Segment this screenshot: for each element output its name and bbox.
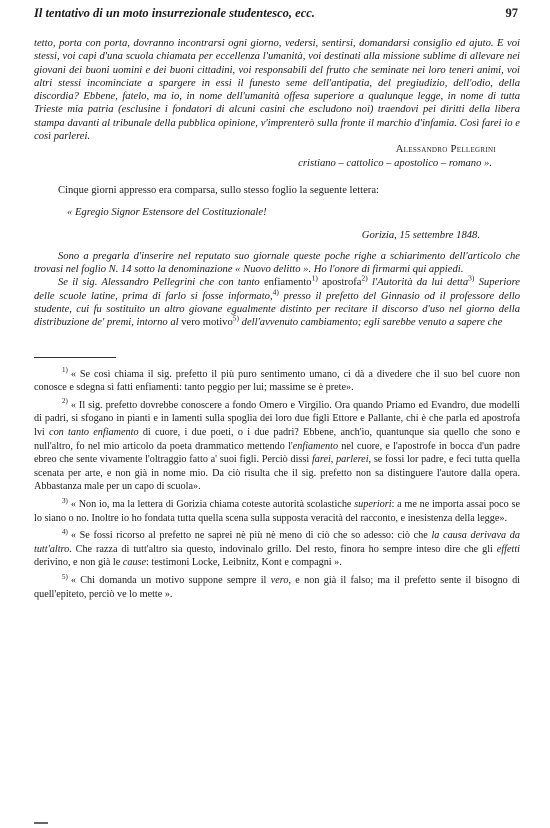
- text-run: enfiamento: [292, 440, 339, 452]
- footnote-number: 3): [62, 496, 68, 505]
- text-run: nel cuore, e l'apostrofe in bocca d'un padre ebreo che sente vivamente l'oltraggio fatto a' suoi figli. Perciò dissi: [34, 440, 520, 466]
- text-run: presso il prefetto del Ginnasio od il professore dello studente, cui fu sostituito un altro giovane egualmente distinto per recitare il discorso d'uso nel giorno della distribuzione de' premi, intorno al: [34, 290, 520, 329]
- footnote-4: [34, 529, 520, 570]
- text-run: vero motivo: [181, 317, 233, 329]
- text-run: : testimoni Locke, Leibnitz, Kont e compagni ».: [146, 557, 342, 569]
- text-run: , se fossi lor padre, e feci tutta quella scenata per arte, e non già in nome mio. Da ciò risulta che il sig. prefetto non sa distinguere l'autore dalla opera. Abbastanza male per un capo di scuola».: [34, 454, 520, 493]
- letter1-signature-role: cristiano – cattolico – apostolico – romano ».: [298, 157, 492, 169]
- text-run: Se il sig. Alessandro Pellegrini che con tanto: [58, 277, 264, 289]
- footnote-ref-5[interactable]: 5): [232, 313, 239, 323]
- text-run: derivino, e non già le: [34, 557, 123, 569]
- footnote-number: 1): [62, 366, 68, 375]
- page-number: 97: [505, 6, 518, 20]
- text-run: di cuore, i due poeti, o i due padri? Ebbene, anch'io, quantunque sia quello che sono e null'altro, fo nel mio articolo da poeta drammatico mettendo l': [34, 427, 520, 452]
- main-text: [34, 37, 520, 330]
- footnote-3: [34, 498, 520, 525]
- letter1-paragraph: tetto, porta con porta, dovranno incontrarsi ogni giorno, vedersi, sentirsi, domandarsi consiglio ed ajuto. E voi stessi, voi capi d'una scuola chiamata per eccellenza l'umanità, voi destinati alla missione sublime di allevare nei giovani dei buoni uomini e dei buoni cittadini, voi responsabili del frutto che seminate nei loro teneri animi, voi altri stessi incominciate a spargere in essi il funesto seme dell'antipatia, del pregiudizio, dell'odio, della discordia? Ebbene, fatelo, ma io, in nome dell'umanità offesa superiore a qualunque legge, in nome di tutta Trieste mia patria (esclusine i fondatori di alcuni casini che escludono noi) traendovi pei diritti della libera stampa davanti al tribunale della pubblica opinione, v'imprenterò sulla fronte il marchio d'infamia. Così farei io e così parlerei.: [34, 38, 520, 143]
- footnote-divider: [34, 357, 116, 358]
- text-run: cause: [122, 557, 147, 569]
- text-run: dell'avvenuto cambiamento; egli sarebbe venuto a sapere che: [239, 317, 503, 329]
- letter2-date: Gorizia, 15 settembre 1848.: [361, 229, 480, 241]
- letter1-signature-name: Alessandro Pellegrini: [395, 144, 496, 156]
- text-run: vero: [270, 574, 289, 586]
- text-run: superiori: [354, 498, 392, 510]
- text-run: . Che razza di tutt'altro sia questo, indovinalo grillo. Del resto, finora ho sempre inteso dire che gli: [69, 543, 497, 555]
- intro-sentence: Cinque giorni appresso era comparsa, sullo stesso foglio la seguente lettera:: [58, 184, 379, 196]
- footnote-ref-4[interactable]: 4): [272, 287, 279, 297]
- text-run: : a me ne importa assai poco se lo siano o no. Inoltre io ho fondata tutta quella scena sulla supposta veracità del racconto, e inesistenza della legge».: [34, 498, 520, 524]
- footnote-ref-3[interactable]: 3): [468, 273, 475, 283]
- text-run: Superiore delle scuole latine, prima di farlo si fosse informato,: [34, 277, 521, 302]
- text-run: con tanto enfiamento: [49, 427, 139, 439]
- footnotes: [34, 368, 520, 602]
- text-run: « Il sig. prefetto dovrebbe conoscere a fondo Omero e Virgilio. Ora quando Priamo ed Evandro, due modelli di padri, si sfogano in pianti e in lamenti sulla spoglia dei loro due figli Ettore e Pallante, chi è che parla ed apostrofa lvi: [34, 399, 520, 439]
- footnote-number: 2): [62, 397, 68, 406]
- text-run: farei, parlerei: [311, 454, 369, 466]
- text-run: « Non io, ma la lettera di Gorizia chiama coteste autorità scolastiche: [70, 498, 355, 510]
- footnote-1: [34, 368, 520, 395]
- footnote-number: 4): [62, 527, 68, 536]
- running-title: Il tentativo di un moto insurrezionale studentesco, ecc.: [34, 6, 315, 20]
- footnote-ref-2[interactable]: 2): [361, 273, 368, 283]
- text-run: effetti: [496, 543, 520, 555]
- text-run: , e non già il falso; ma il prefetto sente il bisogno di quell'epiteto, perciò ve lo mette ».: [34, 574, 521, 600]
- footnote-number: 5): [62, 572, 68, 581]
- letter2-paragraph-2: [34, 273, 521, 329]
- text-run: « Chi domanda un motivo suppone sempre il: [70, 574, 271, 586]
- text-run: la causa derivava da tutt'altro: [34, 530, 520, 555]
- text-run: l'Autorità da lui detta: [367, 277, 469, 289]
- footnote-ref-1[interactable]: 1): [311, 273, 318, 283]
- footnote-5: [34, 574, 520, 601]
- text-run: enfiamento: [263, 277, 312, 289]
- text-run: apostrofa: [317, 277, 362, 289]
- text-run: « Se così chiama il sig. prefetto il più puro sentimento umano, ci dà a divedere che il suo bel cuore non conosce e sdegna sì fatti enfiamenti: tanto peggio per lui; massime se è prete».: [34, 368, 520, 394]
- letter2-salutation: « Egregio Signor Estensore del Costituzionale!: [67, 207, 267, 219]
- running-header: [34, 6, 520, 28]
- text-run: « Se fossi ricorso al prefetto ne saprei nè più nè meno di ciò che so adesso: ciò che: [70, 530, 432, 542]
- page-edge-mark: [34, 822, 48, 824]
- footnote-2: [34, 399, 520, 494]
- letter2-paragraph-1: Sono a pregarla d'inserire nel reputato suo giornale queste poche righe a schiarimento dell'articolo che trovasi nel foglio N. 14 sotto la denominazione « Nuovo delitto ». Ho l'onore di firmarmi qui appiedi.: [34, 250, 520, 276]
